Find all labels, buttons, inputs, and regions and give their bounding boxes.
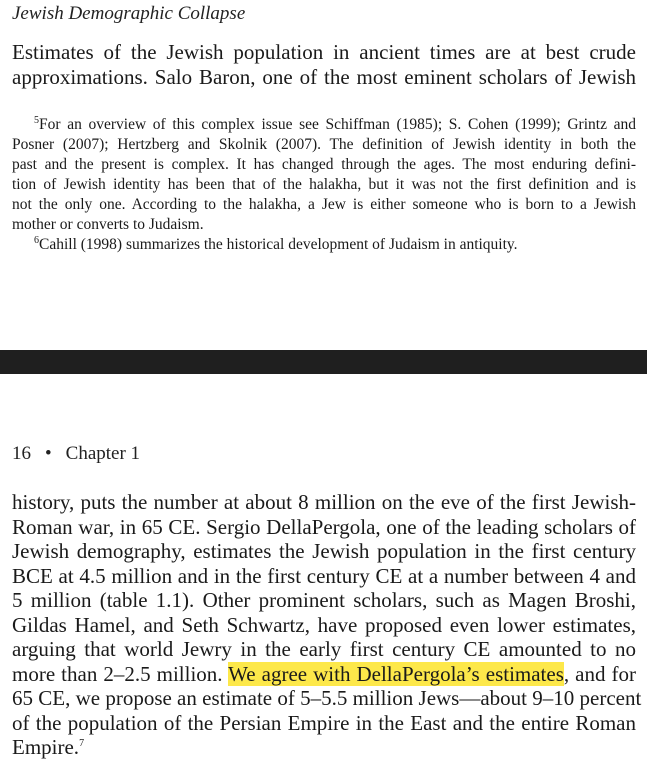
paragraph-line: history, puts the number at about 8 million on the eve of the first Jewish- (12, 490, 636, 514)
paragraph-line: Roman war, in 65 CE. Sergio DellaPergola, one of the leading scholars of (12, 514, 636, 539)
footnote-5-line: Posner (2007); Hertzberg and Skolnik (2007). The definition of Jewish identity in both the (12, 136, 636, 153)
footnote-5-line: $^5$For an overview of this complex issue see Schiffman (1985); S. Cohen (1999); Grintz and (34, 114, 636, 133)
paragraph-line: approximations. Salo Baron, one of the most eminent scholars of Jewish (12, 64, 636, 89)
intro-paragraph (12, 40, 636, 89)
footnote-5-line: tion of Jewish identity has been that of the halakha, but it was not the first definition and is (12, 176, 636, 193)
footnote-6-line: $^6$Cahill (1998) summarizes the historical development of Judaism in antiquity. (34, 234, 518, 253)
paragraph-line: BCE at 4.5 million and in the first century CE at a number between 4 and (12, 563, 636, 588)
paragraph-line: Jewish demography, estimates the Jewish population in the first century (12, 539, 636, 563)
paragraph-line: 65 CE, we propose an estimate of 5–5.5 million Jews—about 9–10 percent (12, 686, 642, 710)
footnote-5-line: not the only one. According to the halakha, a Jew is either someone who is born to a Jewish (12, 196, 636, 213)
footnotes (12, 115, 636, 255)
footnote-marker: 7 (79, 738, 85, 749)
footnote-marker: 6 (34, 234, 39, 246)
highlighted-text[interactable]: We agree with DellaPergola’s estimates (228, 661, 564, 686)
paragraph-line: Gildas Hamel, and Seth Schwartz, have proposed even lower estimates, (12, 612, 636, 637)
folio (12, 443, 140, 465)
paragraph-line: Empire.$^7$ (12, 735, 85, 759)
paragraph-line: of the population of the Persian Empire in the East and the entire Roman (12, 710, 636, 735)
main-paragraph (12, 490, 642, 760)
page-top (0, 0, 647, 350)
paragraph-line: 5 million (table 1.1). Other prominent scholars, such as Magen Broshi, (12, 588, 636, 612)
paragraph-line: arguing that world Jewry in the early first century CE amounted to no (12, 637, 636, 661)
folio-separator: • (45, 443, 52, 464)
footnote-5-line: past and the present is complex. It has changed through the ages. The most enduring defini- (12, 156, 636, 173)
chapter-label: Chapter 1 (65, 443, 141, 464)
footnote-marker: 5 (34, 114, 39, 126)
footnote-5-line: mother or converts to Judaism. (12, 216, 204, 233)
running-head: Jewish Demographic Collapse (12, 3, 246, 24)
paragraph-line: Estimates of the Jewish population in ancient times are at best crude (12, 40, 636, 64)
page-number: 16 (12, 443, 31, 464)
page-gap-divider (0, 350, 647, 374)
paragraph-line: more than 2–2.5 million. We agree with DellaPergola’s estimates, and for (12, 661, 636, 686)
